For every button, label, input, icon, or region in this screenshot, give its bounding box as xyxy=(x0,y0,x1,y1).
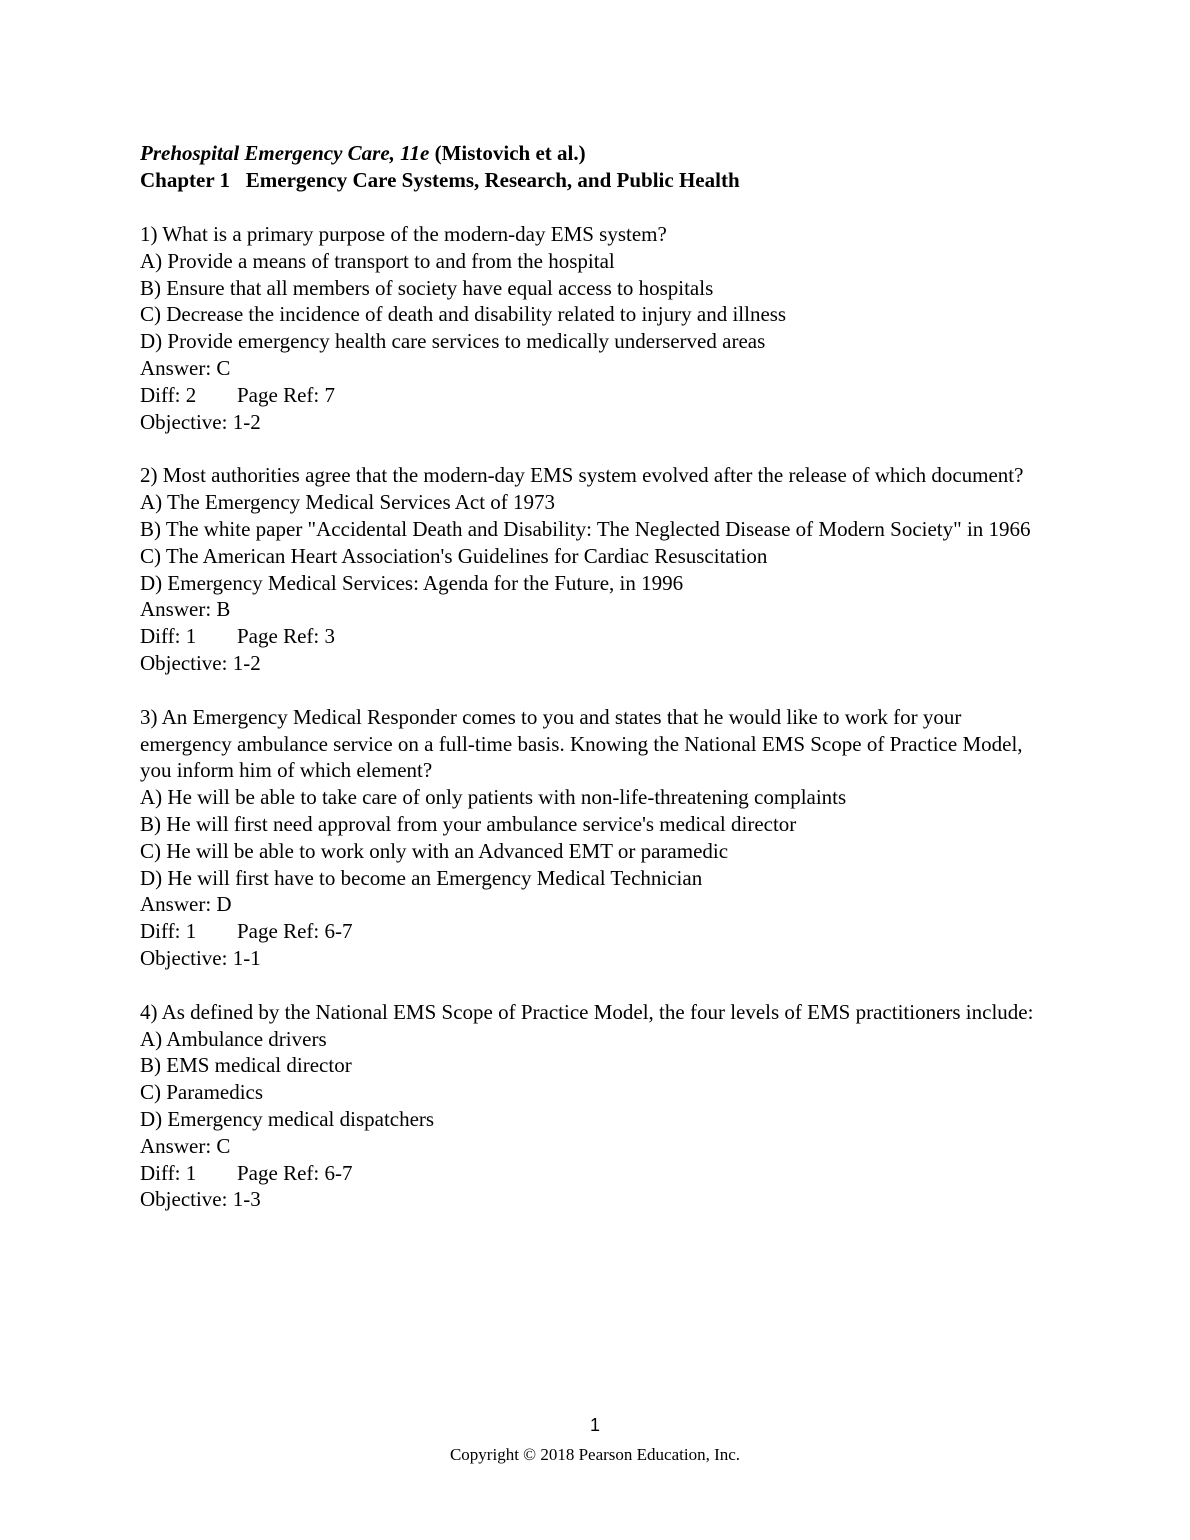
objective: Objective: 1-2 xyxy=(140,650,261,675)
option-d: D) Emergency Medical Services: Agenda for the Future, in 1996 xyxy=(140,570,684,595)
copyright-notice: Copyright © 2018 Pearson Education, Inc. xyxy=(449,1445,741,1464)
chapter-title: Chapter 1 Emergency Care Systems, Research, and Public Health xyxy=(140,168,740,192)
book-title-line xyxy=(140,140,1040,167)
page-ref: Page Ref: 3 xyxy=(237,624,335,649)
question-4 xyxy=(140,999,1040,1213)
option-a: A) Provide a means of transport to and from the hospital xyxy=(140,248,615,273)
difficulty: Diff: 1 xyxy=(140,1160,197,1185)
question-3 xyxy=(140,704,1040,972)
question-stem: 1) What is a primary purpose of the modern-day EMS system? xyxy=(140,222,667,246)
question-stem: 3) An Emergency Medical Responder comes to you and states that he would like to work for your emergency ambulance service on a full-time basis. Knowing the National EMS Scope of Practice Model, you inform him of which element? xyxy=(140,704,1023,783)
objective: Objective: 1-1 xyxy=(140,945,261,970)
option-d: D) Provide emergency health care services to medically underserved areas xyxy=(140,329,766,354)
option-c: C) Paramedics xyxy=(140,1080,264,1105)
answer: Answer: C xyxy=(140,355,231,380)
page-ref: Page Ref: 6-7 xyxy=(237,919,353,944)
option-a: A) The Emergency Medical Services Act of 1973 xyxy=(140,490,556,515)
option-a: A) He will be able to take care of only patients with non-life-threatening complaints xyxy=(140,785,847,810)
option-c: C) He will be able to work only with an Advanced EMT or paramedic xyxy=(140,838,729,863)
book-authors: (Mistovich et al.) xyxy=(429,141,586,165)
diff-pageref xyxy=(140,382,1040,409)
option-b: B) EMS medical director xyxy=(140,1053,352,1078)
page-ref: Page Ref: 6-7 xyxy=(237,1160,353,1185)
book-title: Prehospital Emergency Care, 11e xyxy=(140,141,430,165)
question-stem: 4) As defined by the National EMS Scope of Practice Model, the four levels of EMS practitioners include: xyxy=(140,999,1034,1024)
objective: Objective: 1-3 xyxy=(140,1187,261,1212)
option-c: C) Decrease the incidence of death and disability related to injury and illness xyxy=(140,302,787,327)
answer: Answer: C xyxy=(140,1133,231,1158)
difficulty: Diff: 1 xyxy=(140,919,197,944)
objective: Objective: 1-2 xyxy=(140,409,261,434)
page-number: 1 xyxy=(589,1415,600,1435)
document-header xyxy=(140,140,1040,194)
question-1 xyxy=(140,221,1040,435)
difficulty: Diff: 2 xyxy=(140,382,197,407)
question-2 xyxy=(140,462,1040,676)
diff-pageref xyxy=(140,918,1040,945)
question-stem: 2) Most authorities agree that the modern-day EMS system evolved after the release of which document? xyxy=(140,463,1024,488)
diff-pageref xyxy=(140,623,1040,650)
option-b: B) He will first need approval from your ambulance service's medical director xyxy=(140,811,797,836)
option-b: B) Ensure that all members of society have equal access to hospitals xyxy=(140,275,714,300)
answer: Answer: D xyxy=(140,892,232,917)
difficulty: Diff: 1 xyxy=(140,624,197,649)
answer: Answer: B xyxy=(140,597,231,622)
diff-pageref xyxy=(140,1160,1040,1187)
option-a: A) Ambulance drivers xyxy=(140,1026,327,1051)
option-d: D) He will first have to become an Emergency Medical Technician xyxy=(140,865,703,890)
document-page xyxy=(140,140,1040,1213)
page-ref: Page Ref: 7 xyxy=(237,382,335,407)
option-c: C) The American Heart Association's Guidelines for Cardiac Resuscitation xyxy=(140,543,768,568)
option-d: D) Emergency medical dispatchers xyxy=(140,1106,435,1131)
option-b: B) The white paper "Accidental Death and Disability: The Neglected Disease of Modern Society" in 1966 xyxy=(140,516,1031,541)
